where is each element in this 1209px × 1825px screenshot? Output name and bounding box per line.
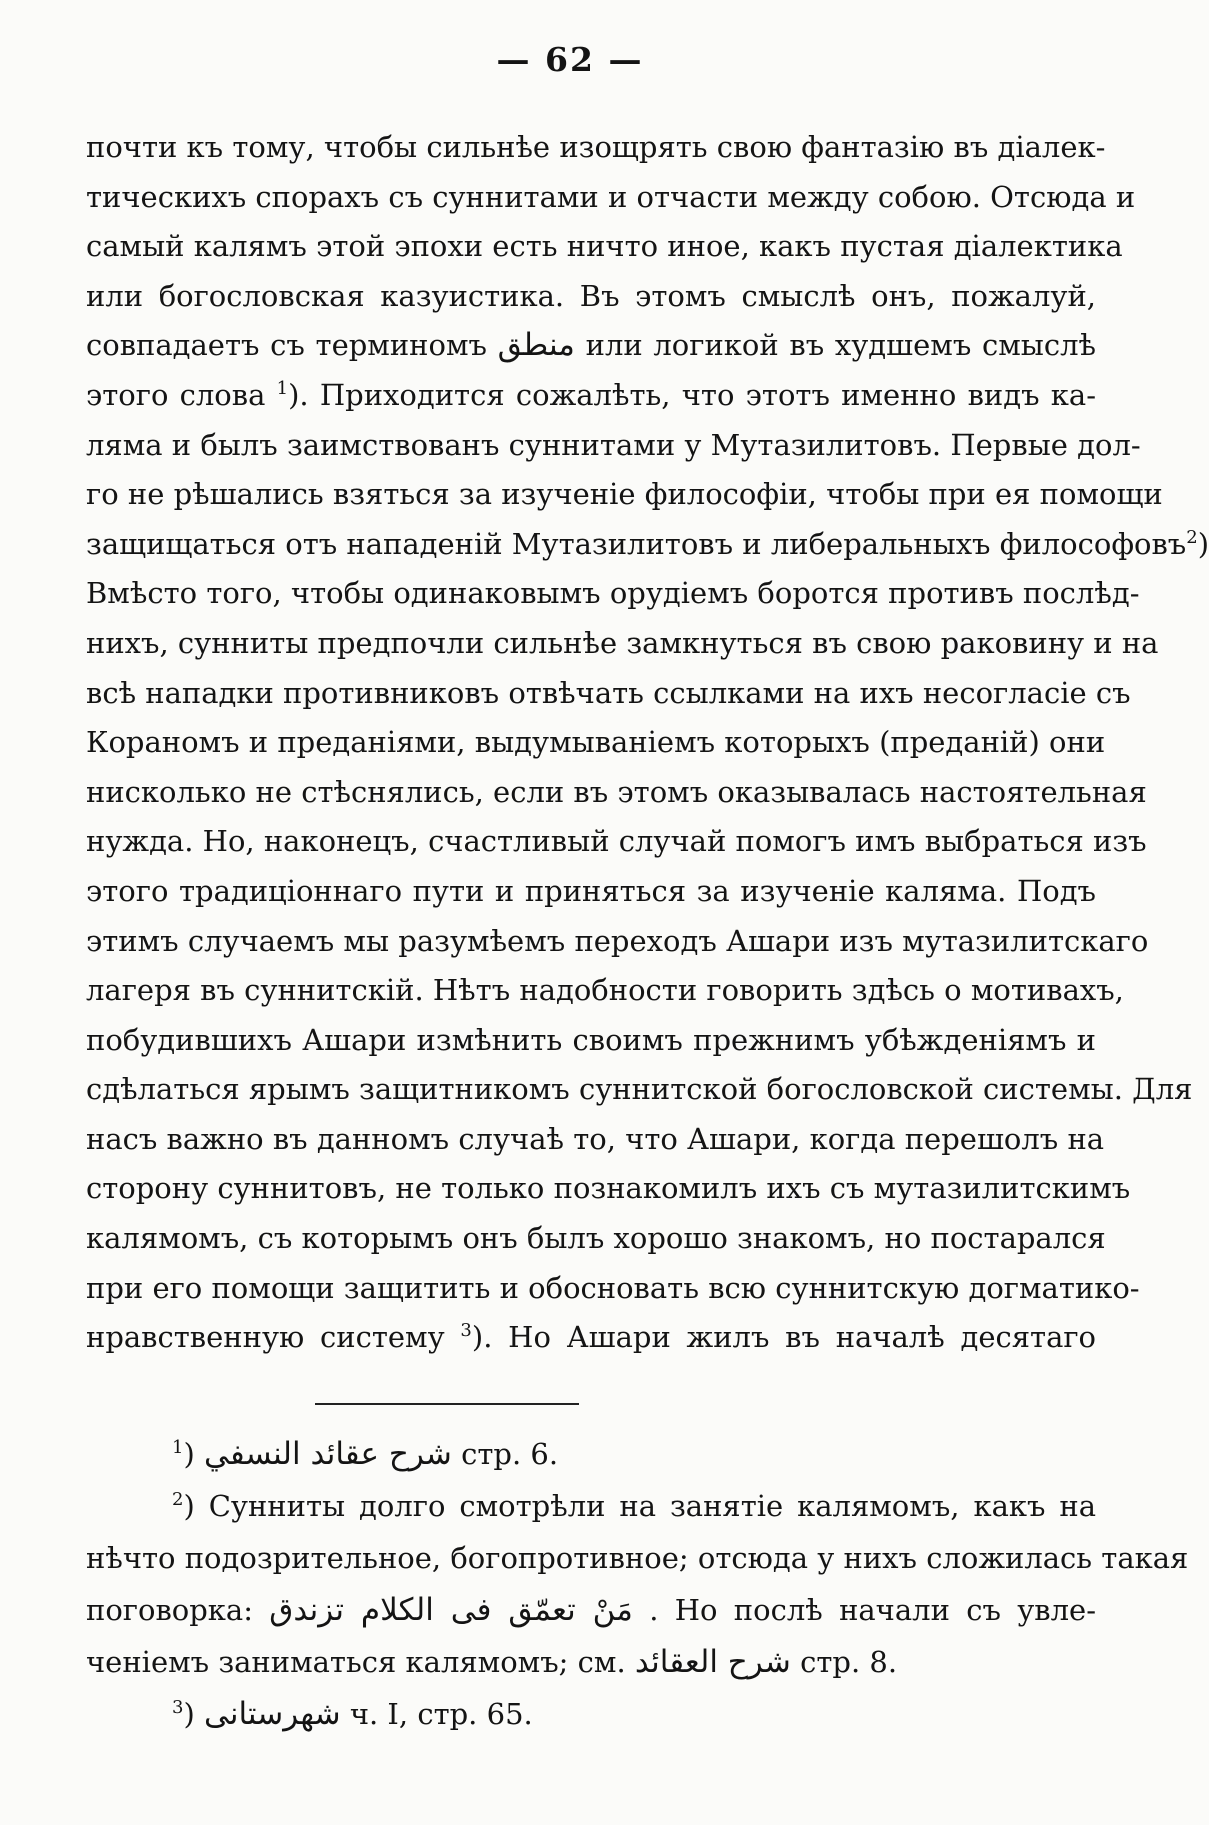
text-line bbox=[86, 1016, 1096, 1066]
text-line bbox=[86, 272, 1096, 322]
text-run: стр. 6. bbox=[451, 1437, 559, 1471]
text-run: стр. 8. bbox=[790, 1645, 898, 1679]
text-run: ляма и былъ заимствованъ суннитами у Мутазилитовъ. Первые дол- bbox=[86, 427, 1141, 462]
arabic-term: مَنْ تعمّق فى الكلام تزندق bbox=[269, 1592, 633, 1628]
text-run: Кораномъ и преданіями, выдумываніемъ которыхъ (преданій) они bbox=[86, 725, 1106, 760]
text-run: этимъ случаемъ мы разумѣемъ переходъ Ашари изъ мутазилитскаго bbox=[86, 923, 1149, 958]
footnote-marker: 2 bbox=[172, 1489, 184, 1510]
text-run: го не рѣшались взяться за изученіе философіи, чтобы при ея помощи bbox=[86, 477, 1163, 512]
text-run: ) bbox=[183, 1437, 204, 1471]
text-run: ) bbox=[183, 1697, 204, 1731]
arabic-term: شرح العقائد bbox=[634, 1644, 791, 1680]
text-run: поговорка: bbox=[86, 1593, 270, 1627]
footnote-line bbox=[86, 1688, 1096, 1740]
footnote-marker: 1 bbox=[172, 1437, 184, 1458]
text-line bbox=[86, 867, 1096, 917]
text-line bbox=[86, 123, 1106, 173]
text-line bbox=[86, 173, 1136, 223]
text-run: при его помощи защитить и обосновать всю суннитскую догматико- bbox=[86, 1270, 1140, 1305]
text-run: или логикой въ худшемъ смыслѣ bbox=[574, 328, 1096, 363]
footnote-line bbox=[86, 1428, 1096, 1480]
text-line bbox=[86, 421, 1141, 471]
text-run: ). Приходится сожалѣть, что этотъ именно видъ ка- bbox=[288, 377, 1096, 412]
text-run: этого традиціоннаго пути и приняться за изученіе каляма. Подъ bbox=[86, 873, 1096, 908]
arabic-term: منطق bbox=[497, 327, 575, 364]
text-line bbox=[86, 1164, 1131, 1214]
footnotes bbox=[86, 1428, 1189, 1740]
text-run: сдѣлаться ярымъ защитникомъ суннитской богословской системы. Для bbox=[86, 1072, 1193, 1107]
page-number: — 62 — bbox=[496, 40, 644, 79]
text-run: ). Но Ашари жилъ въ началѣ десятаго bbox=[471, 1320, 1097, 1355]
footnote-line bbox=[86, 1532, 1189, 1584]
text-line bbox=[86, 718, 1106, 768]
text-run: тическихъ спорахъ съ суннитами и отчасти между собою. Отсюда и bbox=[86, 179, 1136, 214]
text-run: этого слова bbox=[86, 377, 277, 412]
text-line bbox=[86, 966, 1124, 1016]
text-run: нравственную систему bbox=[86, 1320, 461, 1355]
footnote-marker: 1 bbox=[276, 377, 289, 399]
footnote-line bbox=[86, 1584, 1096, 1636]
text-line bbox=[86, 1115, 1105, 1165]
main-text bbox=[86, 123, 1209, 1363]
footnote-line bbox=[86, 1636, 1096, 1688]
text-run: насъ важно въ данномъ случаѣ то, что Ашари, когда перешолъ на bbox=[86, 1121, 1105, 1156]
text-run: Вмѣсто того, чтобы одинаковымъ орудіемъ боротся противъ послѣд- bbox=[86, 576, 1140, 611]
text-run: калямомъ, съ которымъ онъ былъ хорошо знакомъ, но постарался bbox=[86, 1221, 1106, 1256]
text-line bbox=[86, 470, 1163, 520]
arabic-term: شهرستانى bbox=[204, 1696, 341, 1732]
footnote-marker: 2 bbox=[1186, 526, 1198, 548]
text-line bbox=[86, 1065, 1193, 1115]
text-run: ) bbox=[1197, 526, 1209, 561]
text-run: или богословская казуистика. Въ этомъ смыслѣ онъ, пожалуй, bbox=[86, 278, 1096, 313]
text-run: почти къ тому, чтобы сильнѣе изощрять свою фантазію въ діалек- bbox=[86, 130, 1106, 164]
text-run: нужда. Но, наконецъ, счастливый случай помогъ имъ выбраться изъ bbox=[86, 824, 1147, 859]
text-run: всѣ нападки противниковъ отвѣчать ссылками на ихъ несогласіе съ bbox=[86, 675, 1131, 710]
text-line bbox=[86, 520, 1209, 570]
text-line bbox=[86, 669, 1131, 719]
text-run: побудившихъ Ашари измѣнить своимъ прежнимъ убѣжденіямъ и bbox=[86, 1022, 1096, 1057]
text-run: сторону суннитовъ, не только познакомилъ ихъ съ мутазилитскимъ bbox=[86, 1171, 1131, 1206]
text-run: совпадаетъ съ терминомъ bbox=[86, 328, 498, 363]
footnote-divider bbox=[315, 1403, 579, 1405]
text-line bbox=[86, 917, 1149, 967]
footnote-marker: 3 bbox=[460, 1320, 472, 1342]
text-line bbox=[86, 817, 1147, 867]
text-run: ч. I, стр. 65. bbox=[340, 1697, 533, 1731]
text-run: нисколько не стѣснялись, если въ этомъ оказывалась настоятельная bbox=[86, 774, 1147, 809]
footnote-marker: 3 bbox=[172, 1697, 184, 1718]
text-run: нѣчто подозрительное, богопротивное; отсюда у нихъ сложилась такая bbox=[86, 1541, 1189, 1575]
text-run: ченіемъ заниматься калямомъ; см. bbox=[86, 1645, 635, 1679]
footnote-line bbox=[86, 1480, 1096, 1532]
arabic-term: شرح عقائد النسفي bbox=[204, 1436, 452, 1472]
text-run: . Но послѣ начали съ увле- bbox=[632, 1593, 1097, 1627]
text-run: нихъ, сунниты предпочли сильнѣе замкнуться въ свою раковину и на bbox=[86, 625, 1159, 660]
text-run: лагеря въ суннитскій. Нѣтъ надобности говорить здѣсь о мотивахъ, bbox=[86, 973, 1124, 1008]
text-line bbox=[86, 321, 1096, 371]
text-line bbox=[86, 371, 1096, 421]
text-line bbox=[86, 1214, 1106, 1264]
text-line bbox=[86, 1313, 1096, 1363]
text-run: самый калямъ этой эпохи есть ничто иное, какъ пустая діалектика bbox=[86, 229, 1123, 264]
text-line bbox=[86, 1264, 1140, 1314]
text-line bbox=[86, 569, 1140, 619]
text-line bbox=[86, 768, 1147, 818]
text-run: защищаться отъ нападеній Мутазилитовъ и либеральныхъ философовъ bbox=[86, 526, 1187, 561]
text-line bbox=[86, 619, 1159, 669]
text-line bbox=[86, 222, 1123, 272]
text-run: ) Сунниты долго смотрѣли на занятіе калямомъ, какъ на bbox=[183, 1489, 1096, 1523]
